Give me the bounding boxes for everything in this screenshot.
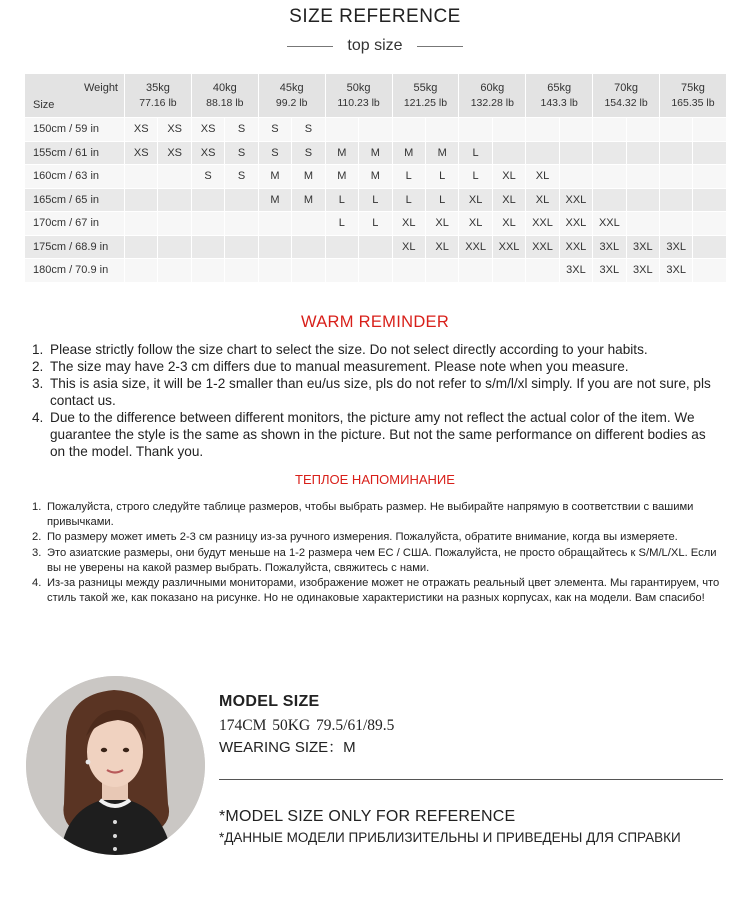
size-cell [492,118,525,142]
size-cell: 3XL [593,259,626,283]
size-cell: XS [125,118,158,142]
size-cell [258,259,291,283]
size-cell: XXL [526,212,559,236]
size-cell [125,235,158,259]
weight-header [593,74,660,118]
weight-header [526,74,593,118]
size-cell [693,212,726,236]
list-item [32,358,722,375]
size-cell: L [459,165,492,189]
size-chart-table [24,73,727,283]
height-label: 150cm / 59 in [25,118,125,142]
model-reference-note-en: *MODEL SIZE ONLY FOR REFERENCE [219,808,516,825]
size-cell [359,259,392,283]
weight-kg: 60kg [480,82,505,94]
size-cell: XL [492,188,525,212]
table-row [25,118,727,142]
warm-reminder-list [32,341,722,460]
item-number: 2. [32,359,44,374]
size-cell [359,235,392,259]
table-header-row [25,74,727,118]
weight-header [392,74,459,118]
size-cell [593,118,626,142]
model-measurements: 174CM 50KG 79.5/61/89.5 [219,717,395,734]
size-cell: S [191,165,224,189]
table-row [25,165,727,189]
size-cell: S [258,141,291,165]
table-row [25,141,727,165]
size-cell: XXL [559,235,592,259]
divider-right [417,46,463,47]
size-cell [225,188,258,212]
list-item [32,546,722,576]
item-text: The size may have 2-3 cm differs due to manual measurement. Please note when you measure. [50,359,629,374]
size-cell [593,188,626,212]
weight-header [325,74,392,118]
page-title: SIZE REFERENCE [289,6,461,27]
size-cell: 3XL [660,235,693,259]
size-cell: 3XL [559,259,592,283]
warm-reminder-ru-list [32,500,722,606]
size-cell [492,259,525,283]
height-label: 180cm / 70.9 in [25,259,125,283]
weight-kg: 55kg [413,82,438,94]
size-cell: 3XL [660,259,693,283]
size-cell: XL [526,188,559,212]
size-cell [191,188,224,212]
size-cell [626,188,659,212]
weight-lb: 121.25 lb [403,97,448,109]
size-cell: XS [191,141,224,165]
size-cell: M [359,141,392,165]
size-cell: L [425,188,458,212]
size-cell [158,212,191,236]
size-cell: L [425,165,458,189]
size-cell [660,118,693,142]
weight-lb: 165.35 lb [671,97,715,109]
size-cell: 3XL [593,235,626,259]
size-cell [593,165,626,189]
size-cell [425,118,458,142]
weight-lb: 154.32 lb [604,97,648,109]
weight-kg: 35kg [146,82,170,94]
height-label: 170cm / 67 in [25,212,125,236]
size-cell: L [459,141,492,165]
list-item [32,576,722,606]
item-number: 3. [32,376,44,391]
size-cell: XL [459,188,492,212]
size-cell [191,259,224,283]
size-cell: L [325,188,358,212]
weight-header [191,74,258,118]
weight-lb: 77.16 lb [139,97,177,109]
item-number: 1. [32,501,42,513]
size-cell [392,259,425,283]
size-cell: L [392,188,425,212]
size-cell [660,188,693,212]
size-cell [158,188,191,212]
item-number: 2. [32,531,42,544]
size-cell [292,212,325,236]
weight-kg: 75kg [681,82,705,94]
size-cell: M [325,165,358,189]
item-text: Из-за разницы между различными мониторами, изображение может не отражать реальный цвет элемента. Мы гарантируем, что стиль такой же, как показано на рисунке. Но не одинаковые характеристики на разных корпусах, как на модели. Вам спасибо! [47,577,720,605]
size-cell [191,212,224,236]
size-cell: S [292,118,325,142]
size-cell: 3XL [626,259,659,283]
size-cell [559,141,592,165]
list-item [32,530,722,545]
size-cell [693,165,726,189]
size-cell [225,235,258,259]
size-cell: XL [459,212,492,236]
size-cell: L [392,165,425,189]
table-row [25,188,727,212]
size-cell [191,235,224,259]
table-row [25,259,727,283]
size-cell [660,141,693,165]
size-label: Size [33,99,55,111]
weight-header [459,74,526,118]
size-cell: M [392,141,425,165]
size-cell [693,188,726,212]
list-item [32,375,722,409]
size-cell: XS [125,141,158,165]
size-cell [325,259,358,283]
item-text: Пожалуйста, строго следуйте таблице размеров, чтобы выбрать размер. Не выбирайте напрямую в соответствии с вашими привычками. [47,501,694,529]
height-label: 160cm / 63 in [25,165,125,189]
page-subtitle: top size [347,37,403,54]
model-portrait-illustration [26,676,205,855]
size-cell [125,165,158,189]
size-cell [660,165,693,189]
size-cell [359,118,392,142]
model-reference-note-ru: *ДАННЫЕ МОДЕЛИ ПРИБЛИЗИТЕЛЬНЫ И ПРИВЕДЕНЫ ДЛЯ СПРАВКИ [219,830,681,845]
warm-reminder-title: WARM REMINDER [300,313,450,331]
size-cell: M [258,165,291,189]
size-cell: M [359,165,392,189]
weight-header [125,74,192,118]
size-cell: M [292,188,325,212]
size-cell [125,188,158,212]
table-row [25,235,727,259]
size-cell [158,165,191,189]
size-cell: L [325,212,358,236]
size-cell: XXL [559,212,592,236]
size-cell [225,212,258,236]
size-cell [292,259,325,283]
size-cell [325,118,358,142]
weight-header [660,74,727,118]
weight-lb: 132.28 lb [470,97,514,109]
size-cell: XXL [492,235,525,259]
size-cell: S [225,118,258,142]
weight-kg: 45kg [279,82,304,94]
size-cell [392,118,425,142]
weight-label: Weight [83,82,118,94]
model-divider [219,779,723,780]
weight-kg: 65kg [547,82,572,94]
size-cell [258,212,291,236]
model-wearing-size: WEARING SIZE：M [219,739,356,756]
height-label: 175cm / 68.9 in [25,235,125,259]
size-cell: M [258,188,291,212]
size-cell: XXL [459,235,492,259]
size-cell [593,141,626,165]
weight-lb: 143.3 lb [540,97,578,109]
weight-kg: 50kg [346,82,371,94]
size-cell [626,141,659,165]
item-text: Due to the difference between different monitors, the picture amy not reflect the actual color of the item. We guarantee the style is the same as shown in the picture. But not the same performance on different bodies as on the model. Thank you. [50,410,706,459]
list-item [32,341,722,358]
model-photo [26,676,205,855]
weight-kg: 40kg [212,82,237,94]
size-cell [693,141,726,165]
size-cell [158,259,191,283]
warm-reminder-ru-title: ТЕПЛОЕ НАПОМИНАНИЕ [295,472,455,487]
item-number: 1. [32,342,44,357]
size-cell: XS [191,118,224,142]
size-cell [626,118,659,142]
size-cell [660,212,693,236]
size-cell [459,259,492,283]
weight-kg: 70kg [614,82,638,94]
item-number: 4. [32,577,42,590]
size-cell: S [225,165,258,189]
size-cell: XXL [526,235,559,259]
size-cell [125,212,158,236]
size-cell [559,165,592,189]
size-cell [526,259,559,283]
weight-lb: 99.2 lb [275,97,308,109]
size-cell: XXL [559,188,592,212]
size-cell [526,141,559,165]
size-cell [459,118,492,142]
size-cell: XL [425,235,458,259]
weight-header [258,74,325,118]
size-cell: S [225,141,258,165]
size-cell: M [292,165,325,189]
size-cell: XL [392,212,425,236]
size-cell [225,259,258,283]
size-cell [292,235,325,259]
size-cell: XL [492,165,525,189]
weight-lb: 88.18 lb [206,97,244,109]
size-cell [425,259,458,283]
size-cell: XL [492,212,525,236]
table-row [25,212,727,236]
size-cell: XL [425,212,458,236]
weight-lb: 110.23 lb [337,97,380,109]
size-cell [125,259,158,283]
model-size-title: MODEL SIZE [219,693,320,710]
item-number: 4. [32,410,44,425]
item-number: 3. [32,546,42,559]
size-cell [258,235,291,259]
size-cell [693,235,726,259]
divider-left [287,46,333,47]
size-cell: XL [526,165,559,189]
size-cell: S [258,118,291,142]
size-cell: L [359,212,392,236]
list-item [32,409,722,460]
size-cell [626,165,659,189]
size-cell: XXL [593,212,626,236]
size-cell [492,141,525,165]
item-text: This is asia size, it will be 1-2 smaller than eu/us size, pls do not refer to s/m/l/xl simply. If you are not sure, pls contact us. [50,376,711,408]
size-cell: S [292,141,325,165]
size-cell [559,118,592,142]
item-text: Это азиатские размеры, они будут меньше на 1-2 размера чем ЕС / США. Пожалуйста, не просто обращайтесь к S/M/L/XL. Если вы не уверены на какой размер выбрать. Пожалуйста, свяжитесь с нами. [47,546,717,574]
item-text: Please strictly follow the size chart to select the size. Do not select directly according to your habits. [50,342,648,357]
size-cell: M [325,141,358,165]
table-corner-cell [25,74,125,118]
size-cell: M [425,141,458,165]
height-label: 165cm / 65 in [25,188,125,212]
list-item [32,500,722,530]
size-cell: XS [158,118,191,142]
height-label: 155cm / 61 in [25,141,125,165]
size-cell: 3XL [626,235,659,259]
size-cell [158,235,191,259]
size-cell [693,118,726,142]
size-cell: XS [158,141,191,165]
item-text: По размеру может иметь 2-3 см разницу из-за ручного измерения. Пожалуйста, обратите внимание, когда вы измеряете. [47,531,678,544]
size-cell: L [359,188,392,212]
size-cell [526,118,559,142]
size-cell [693,259,726,283]
size-cell [325,235,358,259]
size-cell: XL [392,235,425,259]
subtitle-row [0,37,750,55]
size-cell [626,212,659,236]
